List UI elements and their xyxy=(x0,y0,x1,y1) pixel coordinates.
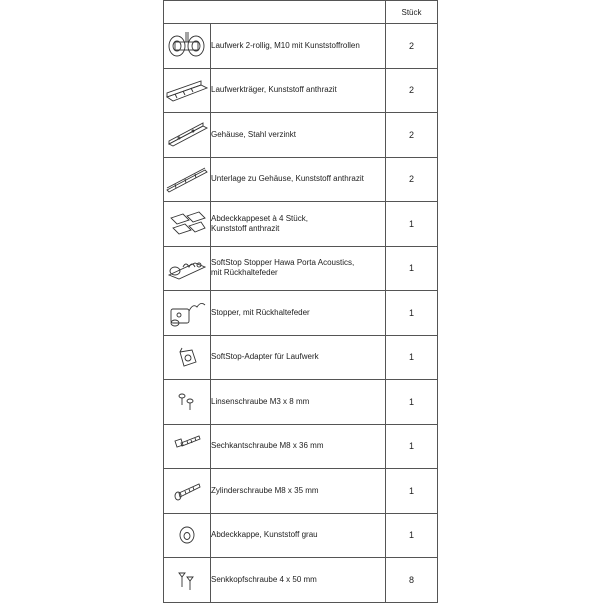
list-item-qty: 8 xyxy=(386,558,438,603)
table-row xyxy=(164,202,438,247)
softstop-stopper-icon xyxy=(164,246,211,291)
parts-list-table xyxy=(163,0,438,603)
table-row xyxy=(164,558,438,603)
list-item-desc: Linsenschraube M3 x 8 mm xyxy=(211,380,386,425)
housing-base-icon xyxy=(164,157,211,202)
header-image-cell xyxy=(164,1,211,24)
cylinder-screw-icon xyxy=(164,469,211,514)
countersunk-screw-icon xyxy=(164,558,211,603)
list-item-qty: 1 xyxy=(386,291,438,336)
hex-bolt-icon xyxy=(164,424,211,469)
list-item-desc: Laufwerk 2-rollig, M10 mit Kunststoffrollen xyxy=(211,24,386,69)
list-item-qty: 2 xyxy=(386,157,438,202)
list-item-qty: 1 xyxy=(386,246,438,291)
table-row xyxy=(164,24,438,69)
list-item-desc: Stopper, mit Rückhaltefeder xyxy=(211,291,386,336)
list-item-qty: 2 xyxy=(386,68,438,113)
pan-head-screw-icon xyxy=(164,380,211,425)
table-row xyxy=(164,513,438,558)
list-item-qty: 1 xyxy=(386,335,438,380)
table-row xyxy=(164,246,438,291)
list-item-desc: SoftStop-Adapter für Laufwerk xyxy=(211,335,386,380)
list-item-qty: 2 xyxy=(386,113,438,158)
list-item-desc: Senkkopfschraube 4 x 50 mm xyxy=(211,558,386,603)
list-item-qty: 1 xyxy=(386,424,438,469)
list-item-qty: 1 xyxy=(386,469,438,514)
stopper-spring-icon xyxy=(164,291,211,336)
cover-cap-set-icon xyxy=(164,202,211,247)
table-row xyxy=(164,291,438,336)
table-row xyxy=(164,469,438,514)
list-item-qty: 1 xyxy=(386,202,438,247)
softstop-adapter-icon xyxy=(164,335,211,380)
table-row xyxy=(164,335,438,380)
table-row xyxy=(164,424,438,469)
list-item-desc: Abdeckkappeset à 4 Stück, Kunststoff anthrazit xyxy=(211,202,386,247)
list-item-desc: SoftStop Stopper Hawa Porta Acoustics, mit Rückhaltefeder xyxy=(211,246,386,291)
header-desc-cell xyxy=(211,1,386,24)
housing-rail-icon xyxy=(164,113,211,158)
cover-cap-icon xyxy=(164,513,211,558)
list-item-qty: 1 xyxy=(386,513,438,558)
carriage-holder-icon xyxy=(164,68,211,113)
list-item-desc: Unterlage zu Gehäuse, Kunststoff anthrazit xyxy=(211,157,386,202)
table-header-row xyxy=(164,1,438,24)
list-item-desc: Sechkantschraube M8 x 36 mm xyxy=(211,424,386,469)
list-item-desc: Abdeckkappe, Kunststoff grau xyxy=(211,513,386,558)
table-row xyxy=(164,68,438,113)
list-item-desc: Laufwerkträger, Kunststoff anthrazit xyxy=(211,68,386,113)
table-row xyxy=(164,113,438,158)
list-item-desc: Zylinderschraube M8 x 35 mm xyxy=(211,469,386,514)
table-row xyxy=(164,157,438,202)
list-item-qty: 1 xyxy=(386,380,438,425)
header-qty-cell: Stück xyxy=(386,1,438,24)
list-item-qty: 2 xyxy=(386,24,438,69)
list-item-desc: Gehäuse, Stahl verzinkt xyxy=(211,113,386,158)
roller-carriage-icon xyxy=(164,24,211,69)
table-row xyxy=(164,380,438,425)
